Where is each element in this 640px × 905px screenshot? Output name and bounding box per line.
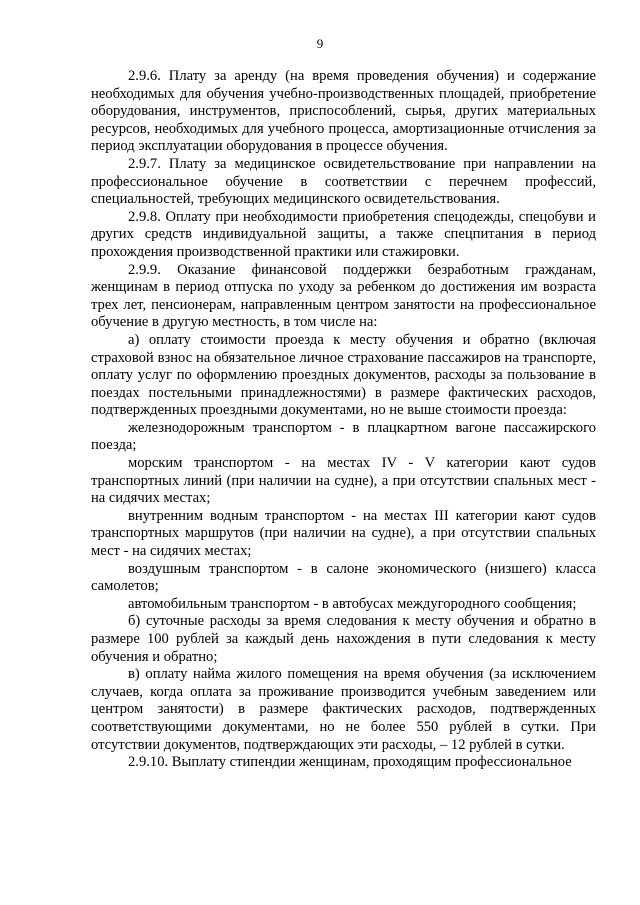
paragraph-inland-water: внутренним водным транспортом - на местах III категории кают судов транспортных маршрутов (при наличии на судне), а при отсутствии спальных мест - на сидячих местах;	[91, 507, 596, 560]
paragraph-item-v: в) оплату найма жилого помещения на время обучения (за исключением случаев, когда оплата за проживание производится учебным заведением или центром занятости) в размере фактических расходов, подтвержденных соответствующими документами, но не более 550 рублей в сутки. При отсутствии документов, подтверждающих эти расходы, – 12 рублей в сутки.	[91, 666, 596, 753]
paragraph-road: автомобильным транспортом - в автобусах междугородного сообщения;	[128, 595, 577, 612]
document-body	[91, 68, 596, 772]
paragraph-item-b: б) суточные расходы за время следования к месту обучения и обратно в размере 100 рублей за каждый день нахождения в пути следования к месту обучения и обратно;	[91, 613, 596, 665]
page-number: 9	[316, 36, 324, 51]
paragraph-2-9-8: 2.9.8. Оплату при необходимости приобретения спецодежды, спецобуви и других средств индивидуальной защиты, а также спецпитания в период прохождения производственной практики или стажировки.	[91, 208, 596, 260]
paragraph-railway: железнодорожным транспортом - в плацкартном вагоне пассажирского поезда;	[91, 419, 596, 454]
paragraph-2-9-9: 2.9.9. Оказание финансовой поддержки безработным гражданам, женщинам в период отпуска по уходу за ребенком до достижения им возраста трех лет, пенсионерам, направленным центром занятости на профессиональное обучение в другую местность, в том числе на:	[91, 261, 596, 331]
paragraph-2-9-7: 2.9.7. Плату за медицинское освидетельствование при направлении на профессиональное обучение в соответствии с перечнем профессий, специальностей, требующих медицинского освидетельствования.	[91, 155, 596, 208]
paragraph-air: воздушным транспортом - в салоне экономического (низшего) класса самолетов;	[91, 560, 596, 595]
paragraph-item-a: а) оплату стоимости проезда к месту обучения и обратно (включая страховой взнос на обязательное личное страхование пассажиров на транспорте, оплату услуг по оформлению проездных документов, расходы за пользование в поездах постельными принадлежностями) в размере фактических расходов, подтвержденных проездными документами, но не выше стоимости проезда:	[91, 331, 596, 419]
paragraph-2-9-6: 2.9.6. Плату за аренду (на время проведения обучения) и содержание необходимых для обучения учебно-производственных площадей, приобретение оборудования, инструментов, приспособлений, сырья, других материальных ресурсов, необходимых для учебного процесса, амортизационные отчисления за период эксплуатации оборудования в процессе обучения.	[91, 68, 596, 155]
paragraph-2-9-10: 2.9.10. Выплату стипендии женщинам, проходящим профессиональное	[128, 754, 572, 771]
paragraph-sea: морским транспортом - на местах IV - V категории кают судов транспортных линий (при наличии на судне), а при отсутствии спальных мест - на сидячих местах;	[91, 455, 596, 507]
